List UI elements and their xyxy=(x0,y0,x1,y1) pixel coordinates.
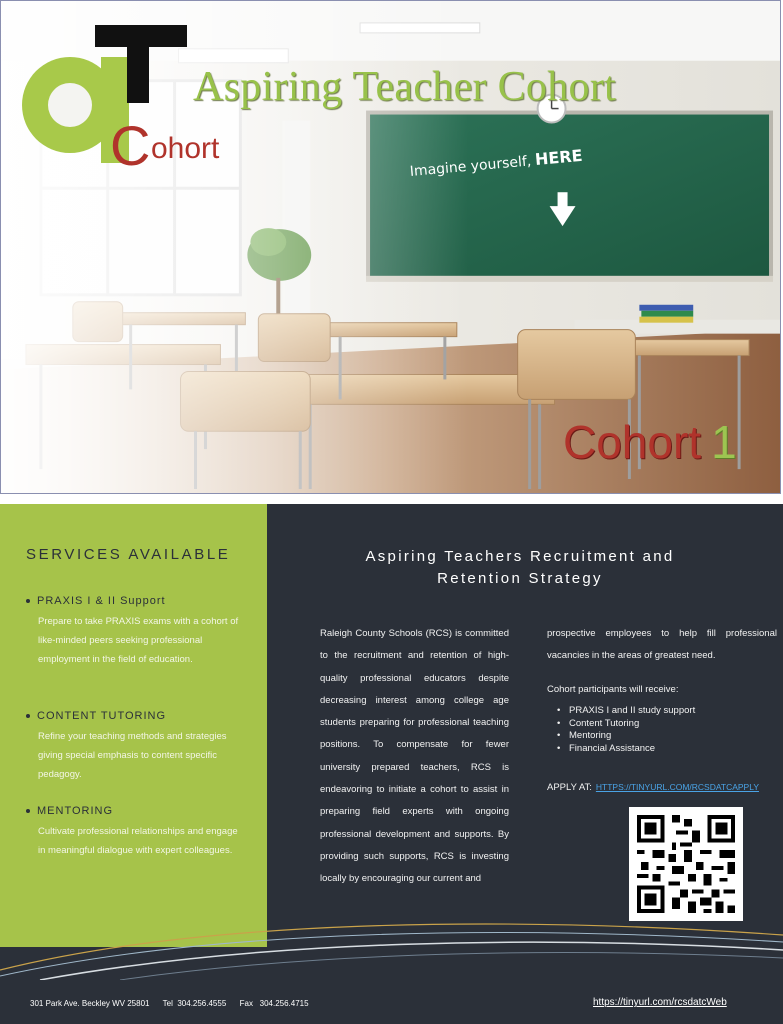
cohort-number-label xyxy=(563,415,737,469)
footer-contact: 301 Park Ave. Beckley WV 25801 Tel 304.256.4555 Fax 304.256.4715 xyxy=(30,999,309,1008)
hero-banner xyxy=(0,0,781,494)
benefit-item: • Financial Assistance xyxy=(547,743,777,756)
service-item-tutoring xyxy=(26,710,246,784)
benefit-item: • Mentoring xyxy=(547,730,777,743)
benefits-list xyxy=(547,705,777,755)
service-item-mentoring xyxy=(26,805,246,860)
benefit-item: • PRAXIS I and II study support xyxy=(547,705,777,718)
service-title: MENTORING xyxy=(37,805,114,817)
benefits-heading: Cohort participants will receive: xyxy=(547,684,679,695)
service-description: Refine your teaching methods and strategies giving special emphasis to content specific pedagogy. xyxy=(38,731,227,780)
apply-link[interactable]: HTTPS://TINYURL.COM/RCSDATCAPPLY xyxy=(595,782,759,792)
bullet-icon xyxy=(26,809,30,813)
apply-label: APPLY AT: xyxy=(547,782,592,793)
strategy-body-column-1: Raleigh County Schools (RCS) is committed to the recruitment and retention of high-quality professional educators despite decreasing interest among college age students preparing for professional teaching positions. To compensate for fewer university prepared teachers, RCS is endeavoring to initiate a cohort to assist in preparing field experts with ongoing professional development and supports. By providing such supports, RCS is investing locally by encouraging our current and xyxy=(320,628,509,885)
page-title: Aspiring Teacher Cohort xyxy=(193,64,617,110)
cohort-number: 1 xyxy=(711,416,737,468)
benefit-item: • Content Tutoring xyxy=(547,718,777,731)
cohort-word: Cohort xyxy=(563,416,702,468)
footer-url-link[interactable]: https://tinyurl.com/rcsdatcWeb xyxy=(593,997,727,1008)
apply-line xyxy=(547,782,759,793)
service-title: CONTENT TUTORING xyxy=(37,710,167,722)
service-item-praxis xyxy=(26,595,246,669)
logo-wordmark: ohort xyxy=(151,132,220,165)
bullet-icon xyxy=(26,714,30,718)
strategy-heading: Aspiring Teachers Recruitment and Retention Strategy xyxy=(365,548,675,587)
chalkboard-emphasis: HERE xyxy=(534,145,584,169)
decorative-swoosh xyxy=(0,900,783,980)
service-title: PRAXIS I & II Support xyxy=(37,595,166,607)
strategy-body-column-2 xyxy=(547,623,777,755)
services-heading: SERVICES AVAILABLE xyxy=(26,546,231,563)
bullet-icon xyxy=(26,599,30,603)
service-description: Cultivate professional relationships and engage in meaningful dialogue with expert colleagues. xyxy=(38,826,238,856)
service-description: Prepare to take PRAXIS exams with a cohort of like-minded peers seeking professional employment in the field of education. xyxy=(38,616,239,665)
strategy-body-text: prospective employees to help fill professional vacancies in the areas of greatest need. xyxy=(547,628,777,661)
svg-text:C: C xyxy=(110,114,151,175)
chalkboard-text: Imagine yourself, xyxy=(409,153,532,180)
